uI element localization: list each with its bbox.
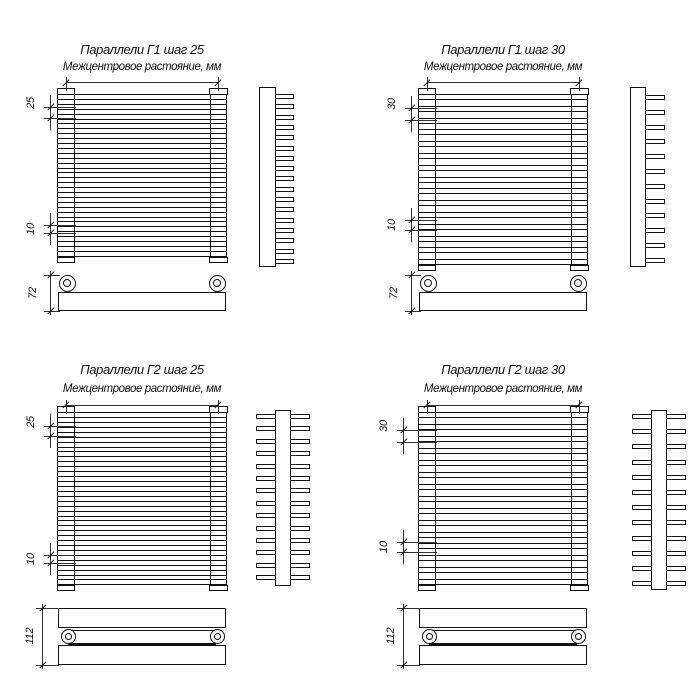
side-tooth-left xyxy=(632,520,653,525)
center-distance-label: Межцентровое растояние, мм xyxy=(423,383,583,395)
tube-bar xyxy=(418,412,588,418)
collector-cap xyxy=(570,585,589,591)
variant-title: Параллели Г1 шаг 30 xyxy=(441,42,565,57)
tube-bar xyxy=(418,484,588,490)
collector-rail-left xyxy=(418,410,436,587)
connector-tube-line xyxy=(429,630,577,632)
side-tooth-right xyxy=(665,414,686,419)
bottom-rail-lower xyxy=(419,645,587,665)
tube-bar xyxy=(418,496,588,502)
tube-bar xyxy=(418,436,588,442)
variant-title: Параллели Г1 шаг 25 xyxy=(80,42,204,57)
tube-bar xyxy=(418,508,588,514)
variant-title: Параллели Г2 шаг 30 xyxy=(441,362,565,377)
extension-line xyxy=(397,665,420,666)
side-tooth-left xyxy=(632,581,653,586)
step-dimension-label: 25 xyxy=(25,415,37,428)
side-tooth-right xyxy=(665,551,686,556)
side-tooth-right xyxy=(665,520,686,525)
height-dimension-label: 112 xyxy=(24,627,36,645)
side-tooth-left xyxy=(632,460,653,465)
tube-bar xyxy=(418,472,588,478)
dimension-line xyxy=(403,530,404,564)
tube-bar xyxy=(418,567,588,573)
center-distance-label: Межцентровое растояние, мм xyxy=(62,383,222,395)
height-dimension-label: 72 xyxy=(388,286,400,299)
side-tooth-left xyxy=(632,551,653,556)
collector-cap xyxy=(418,585,437,591)
dimension-line xyxy=(427,405,580,406)
tube-bar xyxy=(418,543,588,549)
side-tooth-right xyxy=(665,536,686,541)
side-tooth-left xyxy=(632,429,653,434)
tube-bar xyxy=(418,555,588,561)
side-tooth-left xyxy=(632,444,653,449)
side-tooth-right xyxy=(665,566,686,571)
tube-bar xyxy=(418,460,588,466)
side-tooth-left xyxy=(632,475,653,480)
height-dimension-label: 112 xyxy=(385,627,397,645)
side-tooth-right xyxy=(665,475,686,480)
extension-line xyxy=(397,608,420,609)
side-tooth-left xyxy=(632,566,653,571)
side-tooth-left xyxy=(632,414,653,419)
tube-bar xyxy=(418,520,588,526)
side-tooth-right xyxy=(665,505,686,510)
height-dimension-label: 72 xyxy=(27,286,39,299)
side-tooth-left xyxy=(632,536,653,541)
side-tooth-right xyxy=(665,444,686,449)
dimension-line xyxy=(403,604,404,669)
center-distance-label: Межцентровое растояние, мм xyxy=(423,61,583,73)
bottom-rail-upper xyxy=(419,608,587,629)
tube-bar xyxy=(418,579,588,585)
side-tooth-right xyxy=(665,429,686,434)
collar-hole xyxy=(426,633,433,640)
side-tooth-left xyxy=(632,490,653,495)
gap-dimension-label: 10 xyxy=(378,540,390,553)
center-distance-label: Межцентровое растояние, мм xyxy=(62,61,222,73)
collector-rail-right xyxy=(571,410,589,587)
step-dimension-label: 25 xyxy=(25,97,37,109)
side-tooth-right xyxy=(665,460,686,465)
tube-bar xyxy=(418,448,588,454)
gap-dimension-label: 10 xyxy=(25,223,37,235)
gap-dimension-label: 10 xyxy=(25,553,37,565)
side-tooth-right xyxy=(665,490,686,495)
side-tooth-left xyxy=(632,505,653,510)
variant-title: Параллели Г2 шаг 25 xyxy=(80,362,204,377)
tube-bar xyxy=(418,532,588,538)
step-dimension-label: 30 xyxy=(378,419,390,432)
side-collector-plate xyxy=(651,410,668,590)
collar-hole xyxy=(575,633,582,640)
step-dimension-label: 30 xyxy=(386,97,398,110)
dimension-line xyxy=(403,418,404,454)
gap-dimension-label: 10 xyxy=(386,219,398,231)
tube-bar xyxy=(418,424,588,430)
side-tooth-right xyxy=(665,581,686,586)
